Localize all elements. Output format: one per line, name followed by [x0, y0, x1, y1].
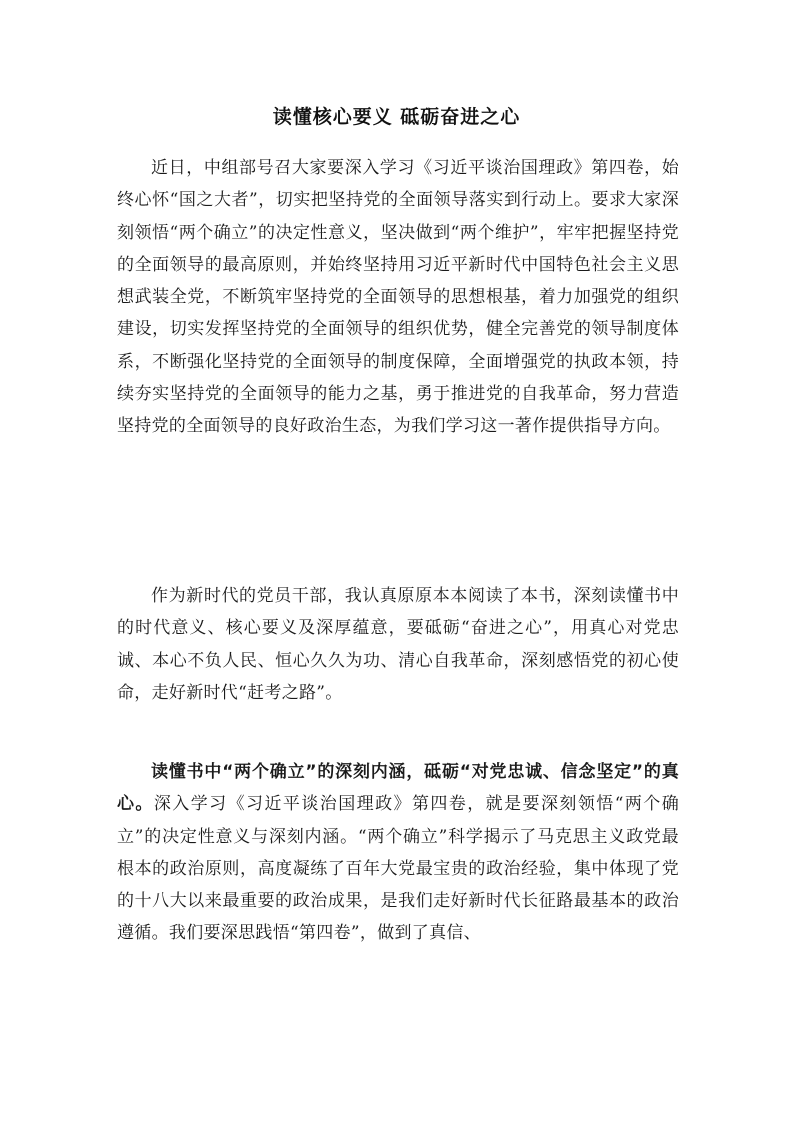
paragraph-2: 作为新时代的党员干部，我认真原原本本阅读了本书，深刻读懂书中的时代意义、核心要义及深厚蕴意，要砥砺“奋进之心”，用真心对党忠诚、本心不负人民、恒心久久为功、清心自我革命，深刻感悟党的初心使命，走好新时代“赶考之路”。 — [117, 586, 679, 703]
document-title: 读懂核心要义 砥砺奋进之心 — [272, 106, 521, 128]
paragraph-3-lead: 读懂书中“两个确立”的深刻内涵，砥砺“对党忠诚、信念坚定”的真心。 — [117, 762, 679, 815]
paragraph-3-body: 深入学习《习近平谈治国理政》第四卷，就是要深刻领悟“两个确立”的决定性意义与深刻内涵。“两个确立”科学揭示了马克思主义政党最根本的政治原则，高度凝练了百年大党最宝贵的政治经验，集中体现了党的十八大以来最重要的政治成果，是我们走好新时代长征路最基本的政治遵循。我们要深思践悟“第四卷”，做到了真信、 — [117, 794, 679, 944]
paragraph-3 — [117, 756, 679, 950]
paragraph-1: 近日，中组部号召大家要深入学习《习近平谈治国理政》第四卷，始终心怀“国之大者”，切实把坚持党的全面领导落实到行动上。要求大家深刻领悟“两个确立”的决定性意义，坚决做到“两个维护”，牢牢把握坚持党的全面领导的最高原则，并始终坚持用习近平新时代中国特色社会主义思想武装全党，不断筑牢坚持党的全面领导的思想根基，着力加强党的组织建设，切实发挥坚持党的全面领导的组织优势，健全完善党的领导制度体系，不断强化坚持党的全面领导的制度保障，全面增强党的执政本领，持续夯实坚持党的全面领导的能力之基，勇于推进党的自我革命，努力营造坚持党的全面领导的良好政治生态，为我们学习这一著作提供指导方向。 — [117, 158, 679, 437]
